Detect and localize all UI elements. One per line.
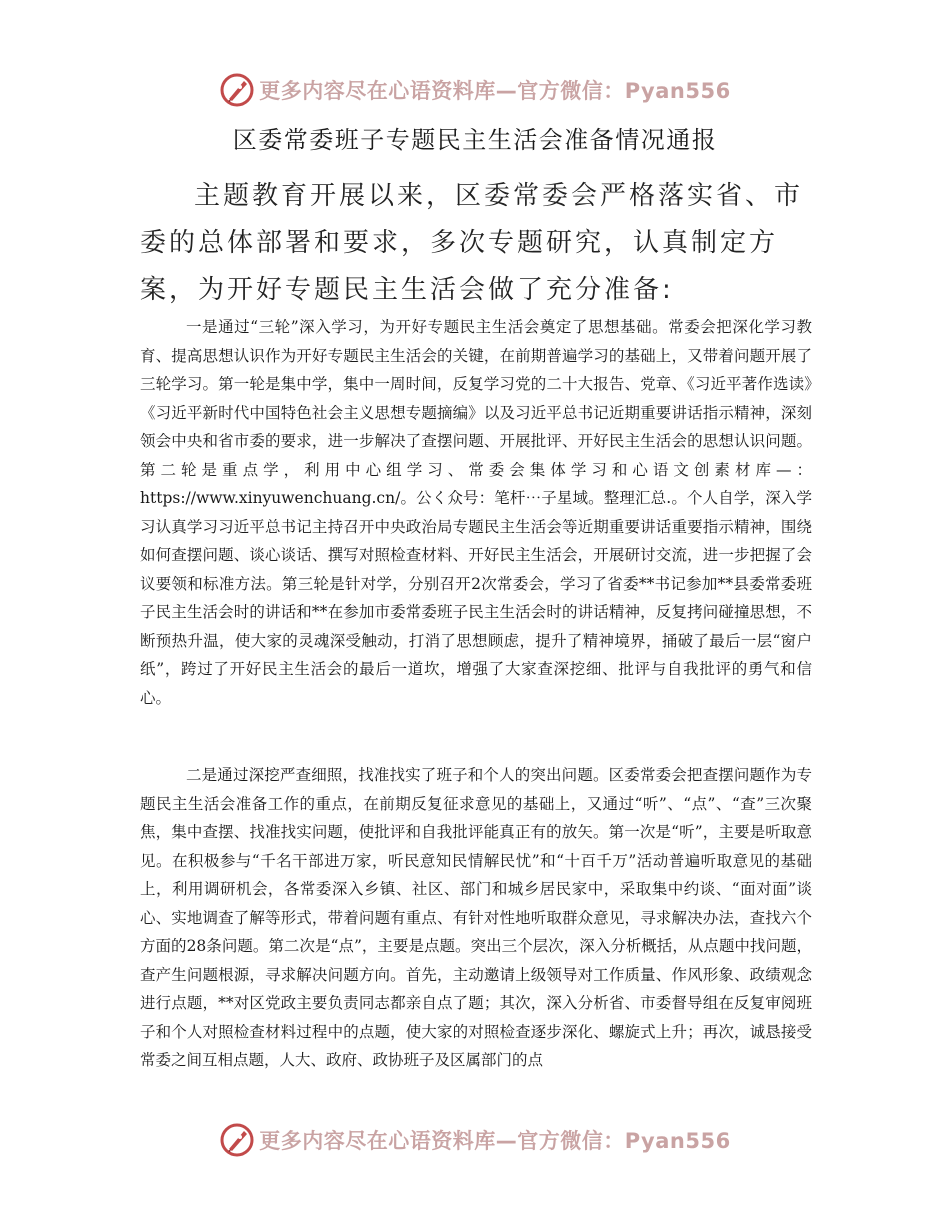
body-paragraph-2: 二是通过深挖严查细照，找准找实了班子和个人的突出问题。区委常委会把查摆问题作为专题民主生活会准备工作的重点，在前期反复征求意见的基础上，又通过“听”、“点”、“查”三次聚焦，集中查摆、找准找实问题，使批评和自我批评能真正有的放矢。第一次是“听”，主要是听取意见。在积极参与“千名干部进万家，听民意知民情解民忧”和“十百千万”活动普遍听取意见的基础上，利用调研机会，各常委深入乡镇、社区、部门和城乡居民家中，采取集中约谈、“面对面”谈心、实地调查了解等形式，带着问题有重点、有针对性地听取群众意见，寻求解决办法，查找六个方面的28条问题。第二次是“点”，主要是点题。突出三个层次，深入分析概括，从点题中找问题，查产生问题根源，寻求解决问题方向。首先，主动邀请上级领导对工作质量、作风形象、政绩观念进行点题，**对区党政主要负责同志都亲自点了题；其次，深入分析省、市委督导组在反复审阅班子和个人对照检查材料过程中的点题，使大家的对照检查逐步深化、螺旋式上升；再次，诚恳接受常委之间互相点题，人大、政府、政协班子及区属部门的点 — [140, 766, 812, 1069]
body-paragraph-1: 一是通过“三轮”深入学习，为开好专题民主生活会奠定了思想基础。常委会把深化学习教育、提高思想认识作为开好专题民主生活会的关键，在前期普遍学习的基础上，又带着问题开展了三轮学习。第一轮是集中学，集中一周时间，反复学习党的二十大报告、党章、《习近平著作选读》《习近平新时代中国特色社会主义思想专题摘编》以及习近平总书记近期重要讲话指示精神，深刻领会中央和省市委的要求，进一步解决了查摆问题、开展批评、开好民主生活会的思想认识问题。第二轮是重点学，利用中心组学习、常委会集体学习和心语文创素材库—：https://www.xinyuwenchuang.cn/。公く众号：笔杆⋯子星域。整理汇总.。个人自学，深入学习认真学习习近平总书记主持召开中央政治局专题民主生活会等近期重要讲话重要指示精神，围绕如何查摆问题、谈心谈话、撰写对照检查材料、开好民主生活会，开展研讨交流，进一步把握了会议要领和标准方法。第三轮是针对学，分别召开2次常委会，学习了省委**书记参加**县委常委班子民主生活会时的讲话和**在参加市委常委班子民主生活会时的讲话精神，反复拷问碰撞思想，不断预热升温，使大家的灵魂深受触动，打消了思想顾虑，提升了精神境界，捅破了最后一层“窗户纸”，跨过了开好民主生活会的最后一道坎，增强了大家查深挖细、批评与自我批评的勇气和信心。 — [140, 318, 812, 707]
quill-pen-logo-icon — [219, 1122, 255, 1158]
document-title: 区委常委班子专题民主生活会准备情况通报 — [232, 126, 718, 154]
watermark-banner-top — [0, 70, 950, 110]
quill-pen-logo-icon — [219, 72, 255, 108]
watermark-banner-text: 更多内容尽在心语资料库—官方微信：Pyan556 — [259, 1129, 731, 1153]
watermark-banner-text: 更多内容尽在心语资料库—官方微信：Pyan556 — [259, 79, 731, 103]
watermark-banner-bottom — [0, 1120, 950, 1160]
lead-paragraph: 主题教育开展以来，区委常委会严格落实省、市委的总体部署和要求，多次专题研究，认真制定方案，为开好专题民主生活会做了充分准备: — [140, 181, 804, 305]
